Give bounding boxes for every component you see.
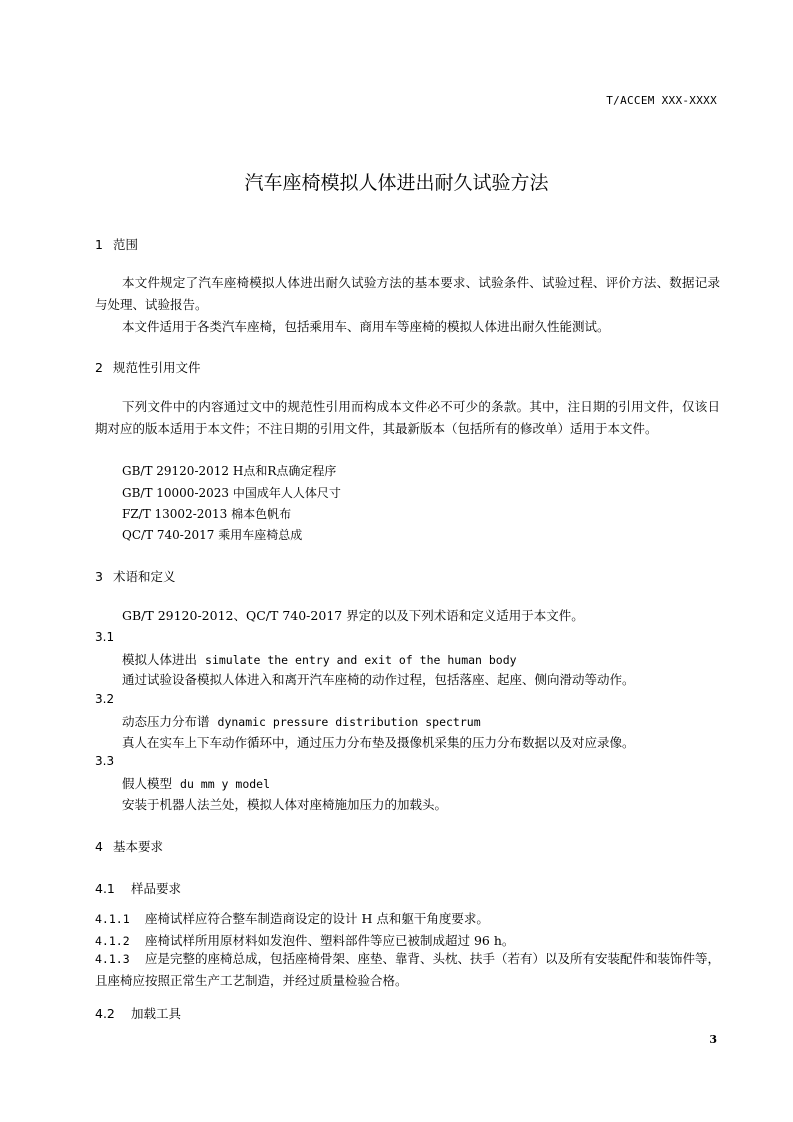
page-number: 3 [709,1033,717,1046]
section-title: 规范性引用文件 [113,360,201,375]
section-number: 3 [95,569,103,584]
term-english: du mm y model [180,777,271,791]
subsection-number: 4.2 [95,1006,115,1021]
clause-text: 应是完整的座椅总成，包括座椅骨架、座垫、靠背、头枕、扶手（若有）以及所有安装配件和装饰件等，且座椅应按照正常生产工艺制造，并经过质量检验合格。 [95,951,721,988]
subsection-title: 样品要求 [131,881,182,896]
section-title: 基本要求 [113,839,164,854]
term-heading [122,774,270,792]
section-1-heading [95,235,138,253]
section-number: 4 [95,839,103,854]
section-title: 范围 [113,237,139,252]
subsection-number: 4.1 [95,881,115,896]
term-english: dynamic pressure distribution spectrum [217,715,481,729]
term-heading [122,650,517,668]
term-number: 3.2 [95,692,115,706]
clause-4-1-1 [95,909,489,927]
clause-text: 座椅试样应符合整车制造商设定的设计 H 点和躯干角度要求。 [145,911,489,926]
document-code: T/ACCEM XXX-XXXX [606,94,717,107]
clause-4-1-3 [95,948,720,992]
term-english: simulate the entry and exit of the human body [205,653,517,667]
term-definition: 真人在实车上下车动作循环中，通过压力分布垫及摄像机采集的压力分布数据以及对应录像。 [122,735,635,750]
term-number: 3.1 [95,630,115,644]
document-title: 汽车座椅模拟人体进出耐久试验方法 [244,172,549,194]
subsection-title: 加载工具 [131,1006,182,1021]
clause-number: 4.1.1 [95,912,130,926]
section-1-paragraph-2: 本文件适用于各类汽车座椅，包括乘用车、商用车等座椅的模拟人体进出耐久性能测试。 [122,319,610,334]
section-number: 2 [95,360,103,375]
subsection-4-2-heading [95,1004,181,1022]
reference-item: GB/T 29120-2012 H点和R点确定程序 [122,464,337,478]
section-1-paragraph-1: 本文件规定了汽车座椅模拟人体进出耐久试验方法的基本要求、试验条件、试验过程、评价方法、数据记录与处理、试验报告。 [95,275,720,312]
term-chinese: 假人模型 [122,776,173,791]
section-2-heading [95,358,201,376]
term-chinese: 模拟人体进出 [122,652,198,667]
term-definition: 安装于机器人法兰处，模拟人体对座椅施加压力的加载头。 [122,797,448,812]
reference-item: GB/T 10000-2023 中国成年人人体尺寸 [122,486,341,500]
section-2-paragraph-1: 下列文件中的内容通过文中的规范性引用而构成本文件必不可少的条款。其中，注日期的引用文件，仅该日期对应的版本适用于本文件；不注日期的引用文件，其最新版本（包括所有的修改单）适用于本文件。 [95,399,720,436]
section-3-heading [95,567,176,585]
clause-4-1-2 [95,931,514,949]
term-number: 3.3 [95,754,115,768]
section-4-heading [95,837,163,855]
section-title: 术语和定义 [113,569,176,584]
clause-number: 4.1.2 [95,934,130,948]
term-chinese: 动态压力分布谱 [122,714,210,729]
clause-text: 座椅试样所用原材料如发泡件、塑料部件等应已被制成超过 96 h。 [145,933,515,948]
reference-item: QC/T 740-2017 乘用车座椅总成 [122,528,303,542]
clause-number: 4.1.3 [95,952,130,966]
section-number: 1 [95,237,103,252]
reference-item: FZ/T 13002-2013 棉本色帆布 [122,507,292,521]
subsection-4-1-heading [95,879,181,897]
term-definition: 通过试验设备模拟人体进入和离开汽车座椅的动作过程，包括落座、起座、侧向滑动等动作。 [122,672,635,687]
term-heading [122,712,481,730]
section-3-intro: GB/T 29120-2012、QC/T 740-2017 界定的以及下列术语和定义适用于本文件。 [122,608,584,623]
